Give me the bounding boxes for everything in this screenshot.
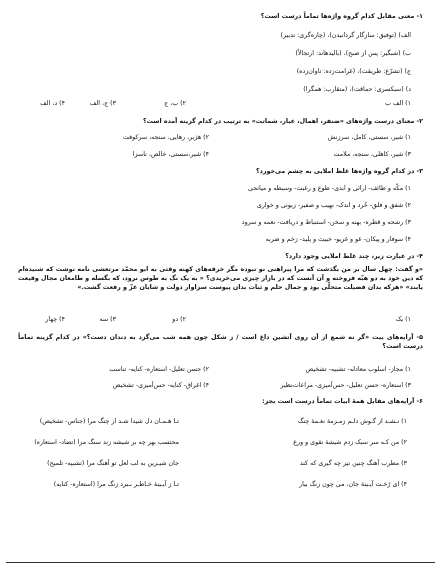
question-5-option-1[interactable]: ۱) مجاز- اسلوب معادله- تشبیه- تشخیص xyxy=(305,366,411,373)
question-6-option-2-hemistich-1[interactable]: ۲) من کـه سر سبک زدم شیشهٔ تقوی و ورع xyxy=(293,439,407,446)
question-3-option-1[interactable]: ۱) مکّه و طائف- ارائی و ابدی- طوع و رغبت- وسیطه و میانجی xyxy=(247,185,411,192)
question-6-title: ۶- آرایه‌های مقابل همهٔ ابیات تماماً درست است بجز: xyxy=(262,398,423,405)
question-1-option-4[interactable]: ۴) د، الف xyxy=(40,100,65,107)
question-1-statement-d: د) (سبکسری: حماقت)، (متقارب: همگرا) xyxy=(303,86,411,93)
question-1-statement-c: ج) (تشرّع: طریقت)، (غرامت‌زده: تاوان‌زده) xyxy=(296,68,411,75)
question-2-option-3[interactable]: ۳) شیر، کاهلی، سنجه، ملامت xyxy=(333,151,411,158)
question-2-option-1[interactable]: ۱) شیر، سستی، کامل، سرزنش xyxy=(327,134,411,141)
question-5-option-4[interactable]: ۴) اغراق- کنایه- حس‌آمیزی- تشخیص xyxy=(112,382,209,389)
question-4-option-3[interactable]: ۳) سه xyxy=(99,316,116,323)
question-5-option-3[interactable]: ۳) استعاره- حسن تعلیل- حس‌آمیزی- مراعات‌نظیر xyxy=(280,382,411,389)
question-5-option-2[interactable]: ۲) حسن تعلیل- استعاره- کنایه- تناسب xyxy=(109,366,209,373)
question-1-statement-a: الف) (توفیق: سازگار گردانیدن)، (چاره‌گری: تدبیر) xyxy=(280,32,411,39)
question-4-option-1[interactable]: ۱) یک xyxy=(395,316,411,323)
question-3-option-2[interactable]: ۲) شفق و فلق- خُرد و اندک- نهیب و صفیر- زبونی و خواری xyxy=(256,202,411,209)
question-5-title: ۵- آرایه‌های بیت «گر نه شمع از آن روی آتشین داغ است / ز شکل چون همه شب می‌گزد به دندان دست؟» در کدام گزینه تماماً درست است؟ xyxy=(18,334,423,350)
question-1-option-1[interactable]: ۱) الف ب xyxy=(385,100,411,107)
question-6-option-4-hemistich-1[interactable]: ۴) ای رُخـت آیـینهٔ جان، می چون زنگ بیار xyxy=(299,481,407,488)
question-1-option-2[interactable]: ۲) ب، ج xyxy=(164,100,186,107)
question-4-passage: «و گفت: چهل سال بر من بگذشت که مرا پیراهنی نو نبوده مگر خرقه‌های کهنه وقتی به ابو محمّد مرتعشی نامه نوشت که شنیده‌ام که دین خود به دو هبّه فروخته و آن آنست که در بازار چیزی می‌خریدی؟ « به یک نگ به طوس نرود، که بگسله و طامعان مجال وقیعت یابند» «هرکه بدان فضیلت متحلّی بود و جمال حلم و ثبات بدان پیوست سزاوار دولت و شایان عزّ و رفعت گشت.» xyxy=(18,266,423,291)
question-1-title: ۱- معنی مقابل کدام گروه واژه‌ها تماماً درست است؟ xyxy=(260,13,423,20)
question-6-option-3-hemistich-1[interactable]: ۳) مطرب آهنگ چنین تیز چه گیری که کند xyxy=(299,460,407,467)
question-6-option-1-hemistich-1[interactable]: ۱) نـشـد از گـوش دلـم زمـزمهٔ نغـمهٔ چنگ xyxy=(297,418,407,425)
question-6-option-2-hemistich-2: محتسب بهر چه بر شیشه زند سنگ مرا (تضاد- استعاره) xyxy=(34,439,179,446)
question-6-option-3-hemistich-2: جان شیـرین به لب لعل تو آهنگ مرا (تشبیه- تلمیح) xyxy=(47,460,179,467)
question-4-title: ۴- در عبارت زیر، چند غلط املایی وجود دارد؟ xyxy=(285,253,423,260)
page-bottom-divider xyxy=(6,562,435,563)
question-2-title: ۲- معنای درست واژه‌های «ضنفر، اهمال، عیار، شماتت» به ترتیب در کدام گزینه آمده است؟ xyxy=(142,118,423,125)
question-1-statement-b: ب) (شبگیر: پس از صبح)، (بالیدهاند: ارتجالاً) xyxy=(295,50,411,57)
question-3-option-3[interactable]: ۳) رشحه و قطره- بهنه و سخن- استنباط و دریافت- نغمه و سرود xyxy=(241,219,411,226)
question-4-option-2[interactable]: ۲) دو xyxy=(172,316,186,323)
question-6-option-1-hemistich-2: تـا هـمـان دل شیدا شـد از چنگ مرا (جناس- تشخیص) xyxy=(39,418,179,425)
question-3-option-4[interactable]: ۴) سوفار و پیکان- غو و غریو- خبیث و پلید- زخم و ضربه xyxy=(265,236,411,243)
question-6-option-4-hemistich-2: تـا ز آیـینهٔ خـاطـر بـبرد زنگ مرا (استعاره- کنایه) xyxy=(53,481,179,488)
question-2-option-4[interactable]: ۴) شیر،سستی، خالص، ناسزا xyxy=(132,151,209,158)
question-2-option-2[interactable]: ۲) هژبر، رهایی، سنجه، سرکوفت xyxy=(122,134,209,141)
question-4-option-4[interactable]: ۴) چهار xyxy=(45,316,65,323)
question-1-option-3[interactable]: ۳) ج، الف xyxy=(89,100,116,107)
question-3-title: ۳- در کدام گروه واژه‌ها غلط املایی به چشم می‌خورد؟ xyxy=(256,168,423,175)
